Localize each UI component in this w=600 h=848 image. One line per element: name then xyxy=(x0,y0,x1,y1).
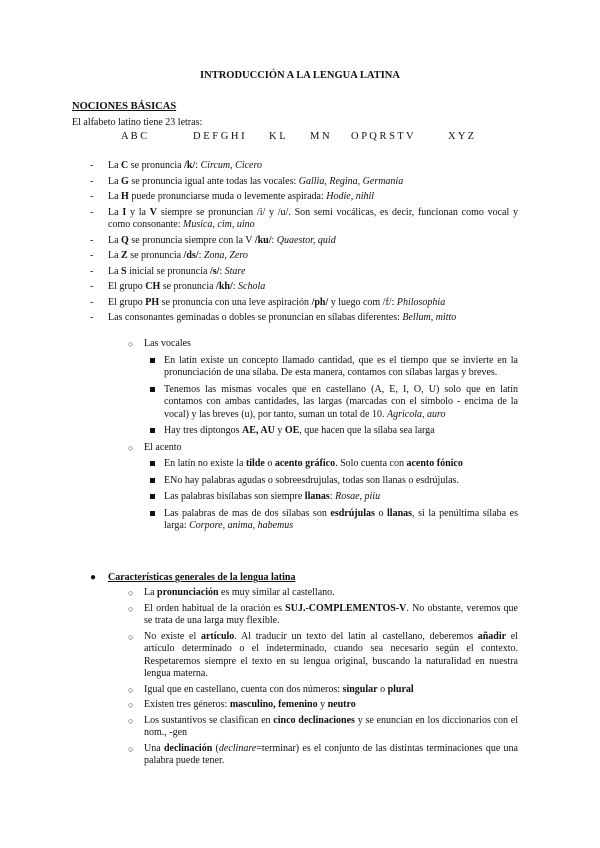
square-bullet-icon xyxy=(150,428,155,433)
list-item: - La H puede pronunciarse muda o levemente aspirada: Hodie, nihil xyxy=(90,191,375,202)
list-item: - El grupo PH se pronuncia con una leve aspiración /ph/ y luego com /f/: Philosophia xyxy=(90,296,446,308)
list-item: ○ No existe el artículo. Al traducir un texto del latín al castellano, deberemos añadir el artículo determinado o el indeterminado, cuando sea necesario según el contexto. Respetaremos siempre el texto en su lengua original, buscando la naturalidad en nuestra lengua materna. xyxy=(128,630,519,679)
alphabet-group: X Y Z xyxy=(448,131,475,142)
list-item: ○ Los sustantivos se clasifican en cinco declinaciones y se enuncian en los diccionarios con el nom., -gen xyxy=(128,714,519,738)
square-bullet-icon xyxy=(150,511,155,516)
list-item-acento: ○ El acento En latín no existe la tilde o acento gráfico. Solo cuenta con acento fónico ENo hay palabras agudas o sobreesdrujulas, todas son llanas o esdrújulas. Las palabras bisílabas son siempre llanas: Rosae, piiu Las palabras de mas de dos sílabas son esdrújulas o llanas, si la penúltima sílaba es larga: Corpore, anima, habemus xyxy=(128,441,518,531)
section-heading: NOCIONES BÁSICAS xyxy=(72,101,177,112)
square-bullet-icon xyxy=(150,387,155,392)
dot-bullet-icon: ● xyxy=(90,572,97,583)
list-item: ○ El orden habitual de la oración es SUJ.-COMPLEMENTOS-V. No obstante, veremos que se trata de una larga muy flexible. xyxy=(128,602,518,626)
list-item: En latín existe un concepto llamado cantidad, que es el tiempo que se invierte en la pronunciación de una sílaba. De esta manera, contamos con sílabas largas y breves. xyxy=(144,355,518,380)
list-item: En latín no existe la tilde o acento gráfico. Solo cuenta con acento fónico xyxy=(144,458,518,471)
vowels-accent-list xyxy=(128,338,518,537)
alphabet-group: O P Q R S T V xyxy=(351,131,414,142)
list-item: - La S inicial se pronuncia /s/: Stare xyxy=(90,265,246,277)
alphabet-group: A B C xyxy=(121,131,148,142)
square-bullet-icon xyxy=(150,494,155,499)
section2-heading: ● Características generales de la lengua latina xyxy=(90,572,296,583)
list-item: Las palabras de mas de dos sílabas son esdrújulas o llanas, si la penúltima sílaba es larga: Corpore, anima, habemus xyxy=(144,508,518,533)
list-item: ○ Igual que en castellano, cuenta con dos números: singular o plural xyxy=(128,683,414,695)
list-item-vocales: ○ Las vocales En latín existe un concepto llamado cantidad, que es el tiempo que se invierte en la pronunciación de una sílaba. De esta manera, contamos con sílabas largas y breves. Tenemos las mismas vocales que en castellano (A, E, I, O, U) solo que en latín contamos con ambas cantidades, las largas (marcadas con el símbolo - encima de la vocal) y las breves (u), por tanto, suman un total de 10. Agricola, auro Hay tres diptongos AE, AU y OE, que hacen que la sílaba sea larga xyxy=(128,338,518,436)
list-item: - La C se pronuncia /k/: Circum, Cicero xyxy=(90,160,262,171)
list-item: - La I y la V siempre se pronuncian /i/ y /u/. Son semi vocálicas, es decir, funcionan como vocal y como consonante: Musica, cim, uino xyxy=(90,206,519,230)
list-item: Tenemos las mismas vocales que en castellano (A, E, I, O, U) solo que en latín contamos con ambas cantidades, las largas (marcadas con el símbolo - encima de la vocal) y las breves (u), por tanto, suman un total de 10. Agricola, auro xyxy=(144,384,518,422)
page-title: INTRODUCCIÓN A LA LENGUA LATINA xyxy=(200,70,400,81)
intro-text: El alfabeto latino tiene 23 letras: xyxy=(72,117,203,128)
alphabet-group: M N xyxy=(310,131,330,142)
circle-bullet-icon: ○ xyxy=(128,339,134,349)
list-item: Las palabras bisílabas son siempre llanas: Rosae, piiu xyxy=(144,491,518,504)
list-item: ○ La pronunciación es muy similar al castellano. xyxy=(128,587,335,598)
list-item: - La Z se pronuncia /ds/: Zona, Zero xyxy=(90,250,248,261)
list-item: ○ Existen tres géneros: masculino, femenino y neutro xyxy=(128,699,356,710)
list-item: ○ Una declinación (declinare=terminar) es el conjunto de las distintas terminaciones que una palabra puede tener. xyxy=(128,742,518,766)
alphabet-group: K L xyxy=(269,131,286,142)
square-bullet-icon xyxy=(150,478,155,483)
list-item: - La Q se pronuncia siempre con la V /ku/: Quaestor, quid xyxy=(90,234,336,246)
list-item: Hay tres diptongos AE, AU y OE, que hacen que la sílaba sea larga xyxy=(144,425,518,438)
list-item: - El grupo CH se pronuncia /kh/: Schola xyxy=(90,281,266,292)
pronunciation-list xyxy=(90,160,518,328)
square-bullet-icon xyxy=(150,461,155,466)
alphabet-group: D E F G H I xyxy=(193,131,245,142)
square-bullet-icon xyxy=(150,358,155,363)
list-item: - Las consonantes geminadas o dobles se pronuncian en sílabas diferentes: Bellum, mitto xyxy=(90,312,457,323)
list-item: ENo hay palabras agudas o sobreesdrujulas, todas son llanas o esdrújulas. xyxy=(144,475,518,488)
characteristics-list xyxy=(128,587,518,771)
list-item: - La G se pronuncia igual ante todas las vocales: Gallia, Regina, Germania xyxy=(90,175,404,187)
circle-bullet-icon: ○ xyxy=(128,442,134,453)
